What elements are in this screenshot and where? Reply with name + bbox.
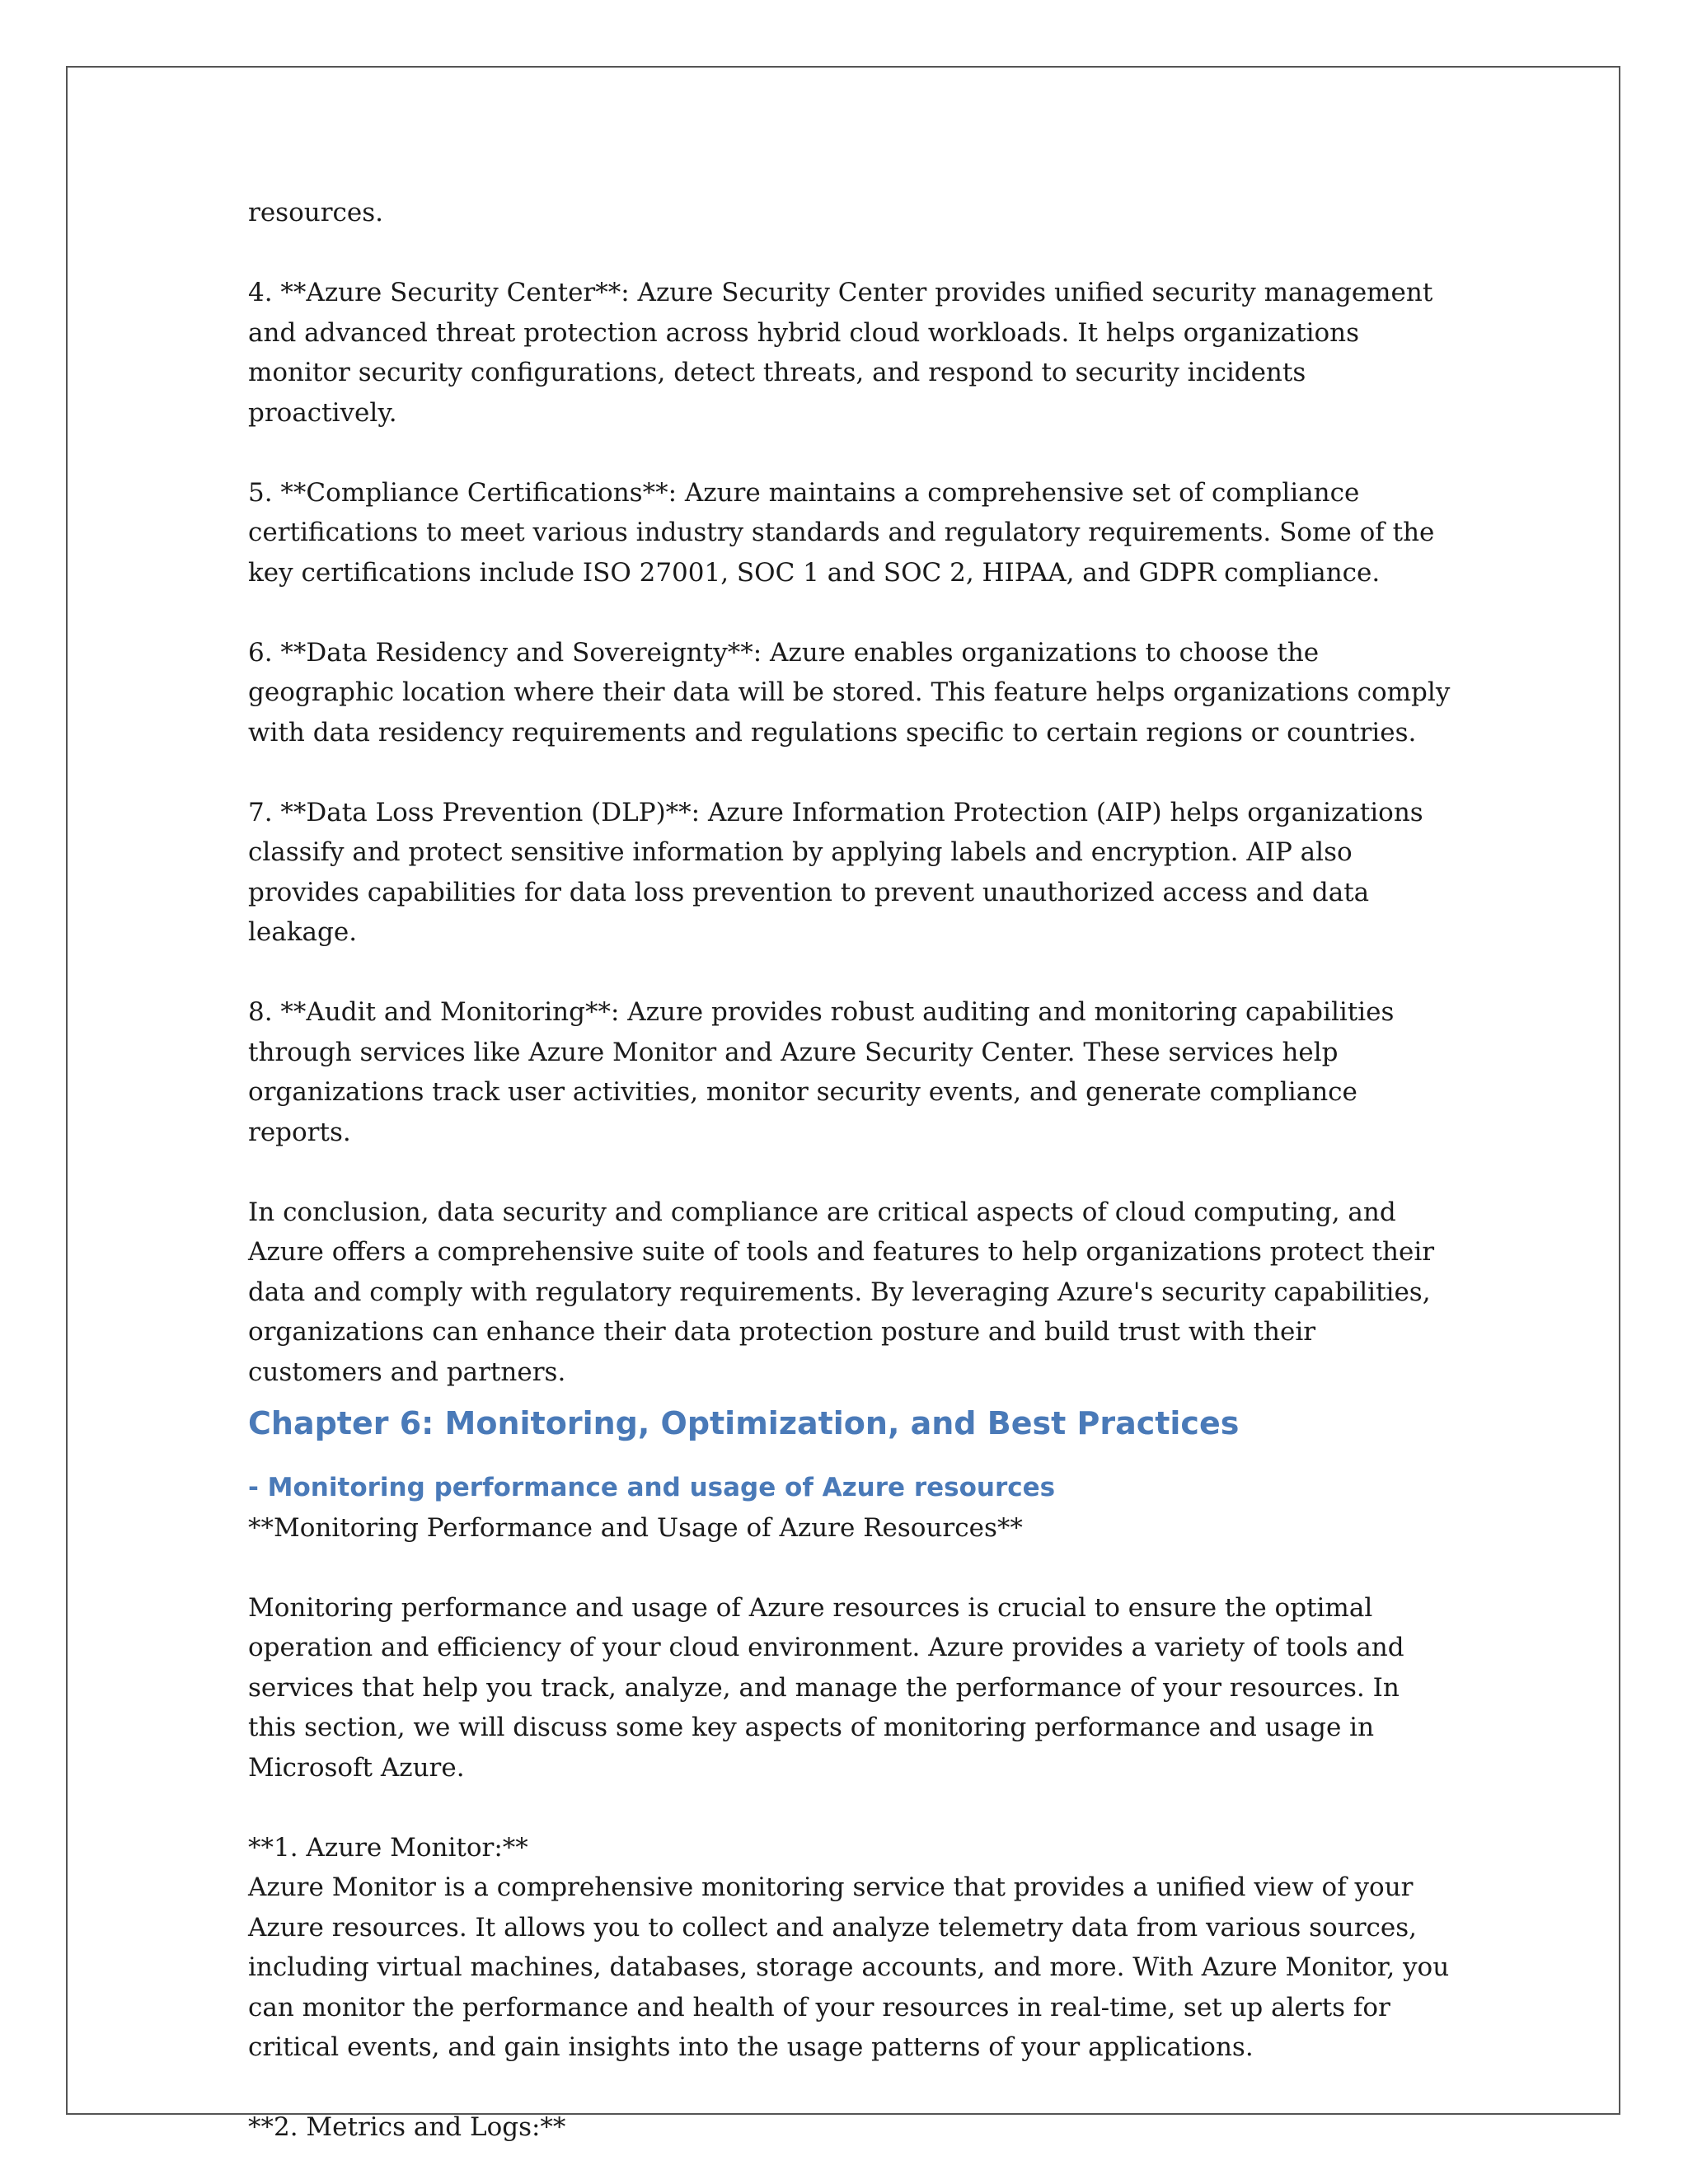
item2-title: **2. Metrics and Logs:** — [248, 2112, 566, 2142]
section-title-line: **Monitoring Performance and Usage of Azure Resources** — [248, 1512, 1023, 1543]
paragraph-data-residency: 6. **Data Residency and Sovereignty**: Azure enables organizations to choose the geographic location where their data will be stored. This feature helps organizations comply with data residency requirements and regulations specific to certain regions or countries. — [248, 637, 1451, 748]
paragraph-conclusion: In conclusion, data security and compliance are critical aspects of cloud computing, and Azure offers a comprehensive suite of tools and features to help organizations protect their data and comply with regulatory requirements. By leveraging Azure's security capabilities, organizations can enhance their data protection posture and build trust with their customers and partners. — [248, 1197, 1435, 1387]
item1-title: **1. Azure Monitor:** — [248, 1832, 528, 1863]
paragraph-audit-monitoring: 8. **Audit and Monitoring**: Azure provides robust auditing and monitoring capabilities through services like Azure Monitor and Azure Security Center. These services help organizations track user activities, monitor security events, and generate compliance reports. — [248, 997, 1395, 1147]
paragraph-security-center: 4. **Azure Security Center**: Azure Security Center provides unified security management and advanced threat protection across hybrid cloud workloads. It helps organizations monitor security configurations, detect threats, and respond to security incidents proactively. — [248, 278, 1433, 428]
paragraph-resources: resources. — [248, 198, 383, 227]
document-body — [248, 193, 1451, 2148]
paragraph-compliance-certifications: 5. **Compliance Certifications**: Azure maintains a comprehensive set of compliance certifications to meet various industry standards and regulatory requirements. Some of the key certifications include ISO 27001, SOC 1 and SOC 2, HIPAA, and GDPR compliance. — [248, 477, 1435, 588]
paragraph-data-loss-prevention: 7. **Data Loss Prevention (DLP)**: Azure Information Protection (AIP) helps organizations classify and protect sensitive information by applying labels and encryption. AIP also provides capabilities for data loss prevention to prevent unauthorized access and data leakage. — [248, 797, 1423, 947]
intro-paragraph: Monitoring performance and usage of Azure resources is crucial to ensure the optimal operation and efficiency of your cloud environment. Azure provides a variety of tools and services that help you track, analyze, and manage the performance of your resources. In this section, we will discuss some key aspects of monitoring performance and usage in Microsoft Azure. — [248, 1592, 1404, 1783]
section-heading: - Monitoring performance and usage of Azure resources — [248, 1473, 1056, 1502]
item1-body: Azure Monitor is a comprehensive monitoring service that provides a unified view of your Azure resources. It allows you to collect and analyze telemetry data from various sources, including virtual machines, databases, storage accounts, and more. With Azure Monitor, you can monitor the performance and health of your resources in real-time, set up alerts for critical events, and gain insights into the usage patterns of your applications. — [248, 1872, 1450, 2062]
chapter-heading: Chapter 6: Monitoring, Optimization, and Best Practices — [248, 1405, 1240, 1441]
